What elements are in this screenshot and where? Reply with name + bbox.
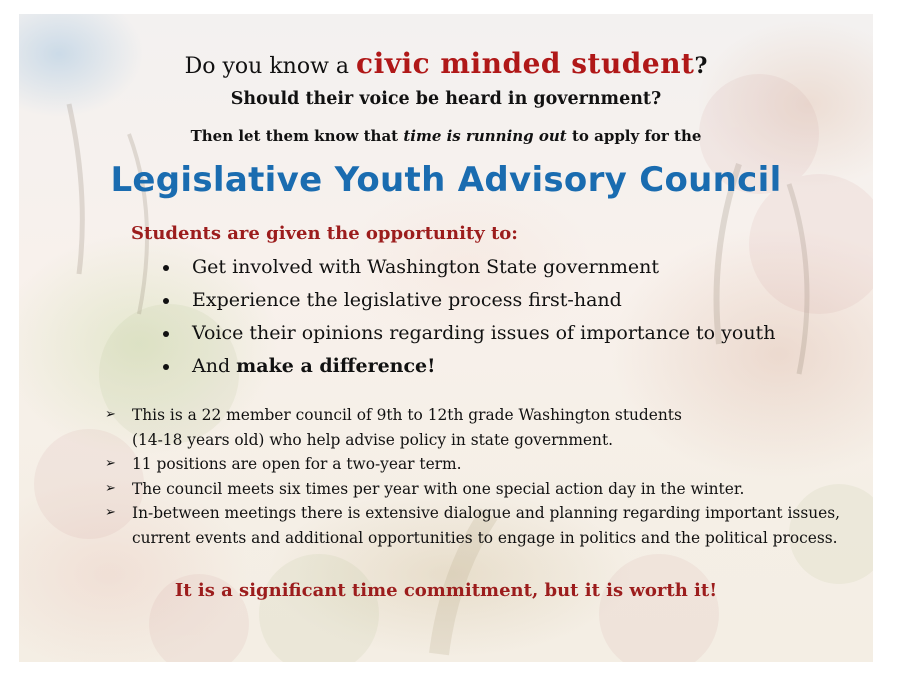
fact-line: current events and additional opportunities to engage in politics and the political process. — [132, 528, 838, 547]
arrow-bullet-icon: ➢ — [105, 456, 116, 471]
opportunity-item-last — [159, 353, 775, 386]
bullet-dot-icon — [163, 298, 169, 304]
fact-line: (14-18 years old) who help advise policy in state government. — [132, 430, 614, 449]
opportunity-text: Experience the legislative process first-hand — [192, 289, 622, 311]
fact-line: This is a 22 member council of 9th to 12th grade Washington students — [132, 406, 682, 424]
bullet-dot-icon — [163, 265, 169, 271]
opportunity-text: Voice their opinions regarding issues of importance to youth — [192, 322, 776, 344]
headline-question — [19, 47, 873, 80]
arrow-bullet-icon: ➢ — [105, 480, 116, 496]
opportunity-item — [159, 287, 775, 320]
arrow-bullet-icon: ➢ — [105, 407, 116, 422]
fact-line: In-between meetings there is extensive dialogue and planning regarding important issues, — [132, 504, 841, 522]
intro-text-before: Then let them know that — [190, 127, 404, 145]
intro-line — [19, 127, 873, 145]
closing-line: It is a significant time commitment, but it is worth it! — [174, 580, 718, 601]
fact-line: 11 positions are open for a two-year term. — [132, 455, 462, 473]
headline-text-after: ? — [694, 53, 708, 79]
sub-question: Should their voice be heard in government? — [230, 89, 662, 109]
fact-item — [105, 403, 840, 452]
intro-text-after: to apply for the — [566, 127, 702, 145]
fact-item — [105, 477, 840, 502]
intro-emphasis: time is running out — [403, 127, 567, 145]
facts-list — [105, 403, 840, 550]
opportunity-list — [159, 254, 775, 386]
flyer — [19, 14, 873, 662]
opportunity-item — [159, 320, 775, 353]
opportunity-text: Get involved with Washington State government — [192, 256, 660, 278]
fact-item — [105, 501, 840, 550]
opportunity-item — [159, 254, 775, 287]
bullet-dot-icon — [163, 364, 169, 370]
fact-item — [105, 452, 840, 477]
bullet-dot-icon — [163, 331, 169, 337]
arrow-bullet-icon: ➢ — [105, 505, 116, 520]
headline-highlight: civic minded student — [356, 47, 695, 80]
fact-line: The council meets six times per year with one special action day in the winter. — [132, 479, 745, 498]
headline-text-before: Do you know a — [184, 54, 357, 79]
opportunity-text-before: And — [192, 355, 237, 377]
council-title: Legislative Youth Advisory Council — [110, 160, 782, 200]
opportunity-heading: Students are given the opportunity to: — [131, 223, 518, 244]
make-a-difference-text: make a difference! — [236, 355, 436, 377]
